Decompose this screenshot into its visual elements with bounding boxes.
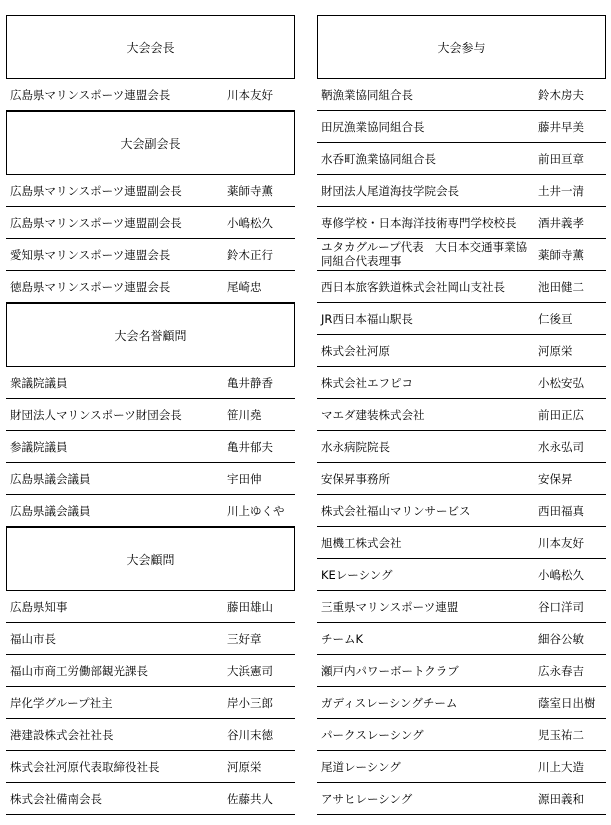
member-organization: 広島県マリンスポーツ連盟副会長 bbox=[10, 184, 182, 198]
member-organization: KEレーシング bbox=[321, 568, 393, 582]
member-name: 亀井静香 bbox=[227, 376, 273, 390]
member-row bbox=[317, 495, 606, 527]
member-name: 宇田伸 bbox=[227, 472, 262, 486]
member-row bbox=[317, 303, 606, 335]
member-row bbox=[6, 399, 295, 431]
member-organization: 尾道レーシング bbox=[321, 760, 401, 774]
member-row bbox=[6, 655, 295, 687]
member-name: 小嶋松久 bbox=[538, 568, 584, 582]
section-header: 大会副会長 bbox=[6, 111, 295, 175]
member-name: 安保昇 bbox=[538, 472, 573, 486]
member-row bbox=[6, 367, 295, 399]
member-organization: 鞆漁業協同組合長 bbox=[321, 88, 413, 102]
member-name: 藤田雄山 bbox=[227, 600, 273, 614]
member-organization: 西日本旅客鉄道株式会社岡山支社長 bbox=[321, 280, 505, 294]
member-row bbox=[6, 431, 295, 463]
member-organization: 株式会社エフピコ bbox=[321, 376, 413, 390]
member-name: 小松安弘 bbox=[538, 376, 584, 390]
member-row bbox=[317, 655, 606, 687]
member-row bbox=[317, 239, 606, 271]
member-row bbox=[6, 207, 295, 239]
member-organization: 愛知県マリンスポーツ連盟会長 bbox=[10, 248, 171, 262]
member-row bbox=[6, 79, 295, 111]
member-organization: ガディスレーシングチーム bbox=[321, 696, 458, 710]
member-name: 谷口洋司 bbox=[538, 600, 584, 614]
member-name: 薬師寺薫 bbox=[538, 248, 584, 262]
member-name: 川上大造 bbox=[538, 760, 584, 774]
member-name: 鈴木房夫 bbox=[538, 88, 584, 102]
member-organization: ユタカグループ代表 大日本交通事業協同組合代表理事 bbox=[321, 240, 528, 268]
member-organization: JR西日本福山駅長 bbox=[321, 312, 413, 326]
member-organization: 広島県マリンスポーツ連盟会長 bbox=[10, 88, 171, 102]
member-row bbox=[317, 751, 606, 783]
member-name: 前田亘章 bbox=[538, 152, 584, 166]
member-row bbox=[317, 335, 606, 367]
member-row bbox=[317, 79, 606, 111]
member-row bbox=[6, 751, 295, 783]
member-name: 岸小三郎 bbox=[227, 696, 273, 710]
member-row bbox=[317, 143, 606, 175]
member-row bbox=[6, 495, 295, 527]
member-organization: 田尻漁業協同組合長 bbox=[321, 120, 425, 134]
member-name: 蔭室日出樹 bbox=[538, 696, 596, 710]
member-organization: チームK bbox=[321, 632, 364, 646]
member-row bbox=[6, 719, 295, 751]
member-organization: 広島県マリンスポーツ連盟副会長 bbox=[10, 216, 182, 230]
member-organization: 瀬戸内パワーボートクラブ bbox=[321, 664, 459, 678]
member-row bbox=[317, 687, 606, 719]
member-name: 仁後亘 bbox=[538, 312, 573, 326]
member-row bbox=[317, 399, 606, 431]
member-name: 鈴木正行 bbox=[227, 248, 273, 262]
member-row bbox=[317, 559, 606, 591]
member-name: 小嶋松久 bbox=[227, 216, 273, 230]
member-organization: パークスレーシング bbox=[321, 728, 424, 742]
member-organization: 福山市長 bbox=[10, 632, 56, 646]
member-organization: 株式会社河原代表取締役社長 bbox=[10, 760, 160, 774]
member-row bbox=[317, 623, 606, 655]
member-name: 水永弘司 bbox=[538, 440, 584, 454]
member-name: 川本友好 bbox=[227, 88, 273, 102]
member-row bbox=[317, 207, 606, 239]
member-row bbox=[6, 463, 295, 495]
member-name: 広永春吉 bbox=[538, 664, 584, 678]
member-organization: 株式会社備南会長 bbox=[10, 792, 102, 806]
section-header: 大会顧問 bbox=[6, 527, 295, 591]
member-name: 尾崎忠 bbox=[227, 280, 262, 294]
member-name: 大浜憲司 bbox=[227, 664, 273, 678]
member-name: 西田福真 bbox=[538, 504, 584, 518]
member-name: 河原栄 bbox=[227, 760, 262, 774]
member-organization: 安保昇事務所 bbox=[321, 472, 390, 486]
member-name: 藤井早美 bbox=[538, 120, 584, 134]
member-row bbox=[317, 111, 606, 143]
member-name: 三好章 bbox=[227, 632, 262, 646]
member-organization: 旭機工株式会社 bbox=[321, 536, 402, 550]
member-organization: マエダ建装株式会社 bbox=[321, 408, 425, 422]
right-column bbox=[317, 15, 606, 815]
member-row bbox=[6, 783, 295, 815]
member-organization: 徳島県マリンスポーツ連盟会長 bbox=[10, 280, 171, 294]
member-organization: 広島県知事 bbox=[10, 600, 68, 614]
member-row bbox=[317, 367, 606, 399]
member-row bbox=[6, 591, 295, 623]
member-name: 薬師寺薫 bbox=[227, 184, 273, 198]
member-organization: 岸化学グループ社主 bbox=[10, 696, 113, 710]
member-row bbox=[317, 271, 606, 303]
member-row bbox=[317, 591, 606, 623]
member-name: 佐藤共人 bbox=[227, 792, 273, 806]
member-name: 河原栄 bbox=[538, 344, 573, 358]
member-organization: 株式会社河原 bbox=[321, 344, 390, 358]
member-name: 川上ゆくや bbox=[227, 504, 285, 518]
section-header: 大会名誉顧問 bbox=[6, 303, 295, 367]
member-row bbox=[6, 687, 295, 719]
member-name: 児玉祐二 bbox=[538, 728, 584, 742]
member-organization: 専修学校・日本海洋技術専門学校校長 bbox=[321, 216, 517, 230]
member-name: 源田義和 bbox=[538, 792, 584, 806]
member-name: 笹川堯 bbox=[227, 408, 262, 422]
member-name: 土井一清 bbox=[538, 184, 584, 198]
member-organization: 広島県議会議員 bbox=[10, 472, 91, 486]
member-name: 前田正広 bbox=[538, 408, 584, 422]
member-organization: 衆議院議員 bbox=[10, 376, 68, 390]
member-row bbox=[317, 719, 606, 751]
member-organization: 水永病院院長 bbox=[321, 440, 390, 454]
member-row bbox=[6, 175, 295, 207]
member-row bbox=[6, 271, 295, 303]
member-organization: 港建設株式会社社長 bbox=[10, 728, 114, 742]
member-name: 細谷公敏 bbox=[538, 632, 584, 646]
member-row bbox=[317, 527, 606, 559]
member-name: 池田健二 bbox=[538, 280, 584, 294]
member-organization: 財団法人尾道海技学院会長 bbox=[321, 184, 459, 198]
member-organization: 三重県マリンスポーツ連盟 bbox=[321, 600, 459, 614]
member-organization: 参議院議員 bbox=[10, 440, 68, 454]
member-row bbox=[317, 175, 606, 207]
member-name: 川本友好 bbox=[538, 536, 584, 550]
member-organization: 水呑町漁業協同組合長 bbox=[321, 152, 436, 166]
member-organization: 株式会社福山マリンサービス bbox=[321, 504, 471, 518]
member-row bbox=[317, 431, 606, 463]
member-row bbox=[317, 463, 606, 495]
left-column bbox=[6, 15, 295, 815]
member-row bbox=[317, 783, 606, 815]
section-header: 大会会長 bbox=[6, 15, 295, 79]
member-organization: 福山市商工労働部観光課長 bbox=[10, 664, 148, 678]
member-name: 谷川末徳 bbox=[227, 728, 273, 742]
member-organization: 広島県議会議員 bbox=[10, 504, 91, 518]
section-header: 大会参与 bbox=[317, 15, 606, 79]
member-name: 亀井郁夫 bbox=[227, 440, 273, 454]
member-name: 酒井義孝 bbox=[538, 216, 584, 230]
member-row bbox=[6, 623, 295, 655]
member-organization: 財団法人マリンスポーツ財団会長 bbox=[10, 408, 182, 422]
member-row bbox=[6, 239, 295, 271]
member-organization: アサヒレーシング bbox=[321, 792, 413, 806]
